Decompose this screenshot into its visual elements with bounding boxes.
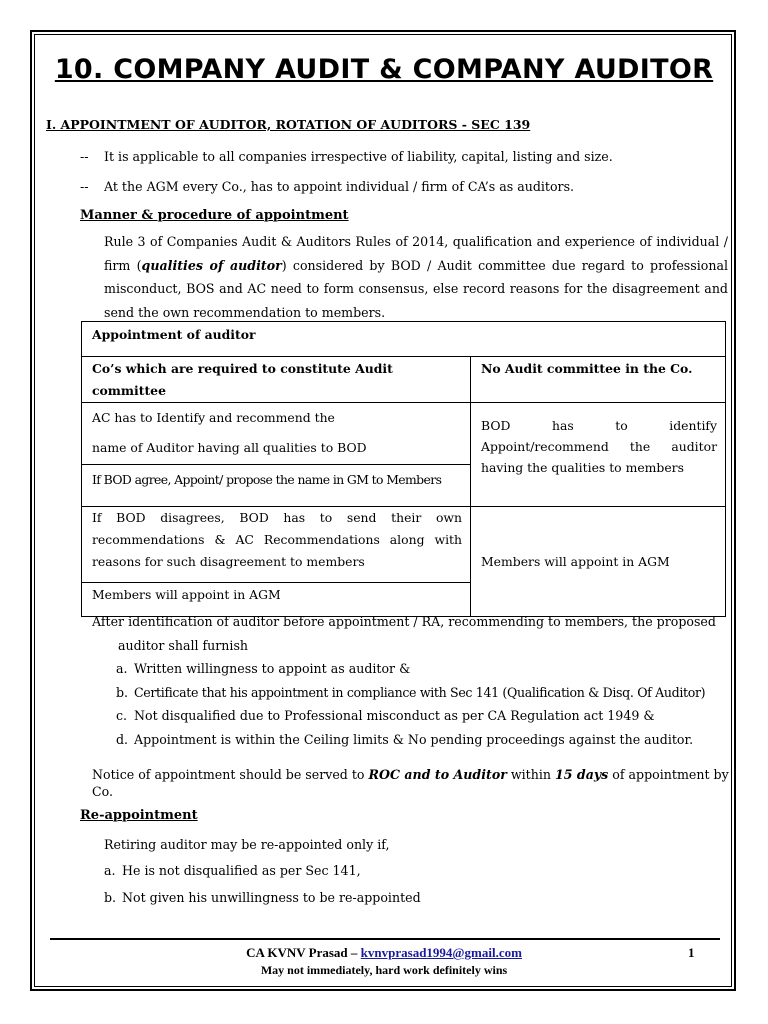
manner-paragraph [104, 230, 728, 324]
after-text: After identification of auditor before appointment / RA, recommending to members, the proposed [92, 614, 716, 629]
list-item: He is not disqualified as per Sec 141, [122, 863, 361, 878]
table-cell: BOD has to identify Appoint/recommend the auditor having the qualities to members [471, 403, 726, 507]
notice-e: of appointment by [608, 767, 729, 782]
table-header-left: Co’s which are required to constitute Audit committee [82, 357, 471, 403]
notice-c: within [506, 767, 555, 782]
page-number: 1 [688, 945, 695, 960]
bullet-dash: -- [80, 179, 89, 194]
list-label: a. [104, 863, 116, 878]
table-cell-line: AC has to Identify and recommend the [92, 410, 335, 425]
table-cell: Members will appoint in AGM [82, 583, 471, 617]
notice-d: 15 days [554, 767, 609, 782]
notice-text-line2: Co. [92, 784, 113, 799]
notice-text [92, 766, 729, 784]
table-cell: If BOD disagrees, BOD has to send their own recommendations & AC Recommendations along with reasons for such disagreement to members [82, 507, 471, 583]
list-label: b. [104, 890, 117, 905]
list-item: Appointment is within the Ceiling limits & No pending proceedings against the auditor. [134, 732, 694, 747]
notice-b: ROC and to Auditor [368, 767, 507, 782]
table-cell: Members will appoint in AGM [471, 507, 726, 617]
list-item: Not disqualified due to Professional misconduct as per CA Regulation act 1949 & [134, 708, 655, 723]
list-item: Written willingness to appoint as auditor & [134, 661, 411, 676]
list-label: c. [116, 708, 128, 723]
manner-text-a: Rule 3 of Companies Audit & Auditors Rules of 2014, qualification and experience of individual / firm ( [104, 234, 728, 273]
footer-author [0, 945, 768, 961]
footer-email-link[interactable]: kvnvprasad1994@gmail.com [360, 945, 522, 960]
bullet-text: At the AGM every Co., has to appoint individual / firm of CA’s as auditors. [104, 179, 575, 194]
footer-motto: May not immediately, hard work definitely wins [260, 963, 508, 977]
table-title: Appointment of auditor [82, 322, 726, 357]
list-label: d. [116, 732, 129, 747]
reappointment-heading: Re-appointment [80, 808, 198, 823]
manner-text-emphasis: qualities of auditor [141, 257, 282, 273]
manner-heading: Manner & procedure of appointment [80, 208, 349, 223]
bullet-dash: -- [80, 149, 89, 164]
manner-text-c: ) considered by BOD / Audit committee due regard to professional misconduct, BOS and AC need to form consensus, else record reasons for the disagreement and send the own recommendation to members. [104, 257, 728, 320]
list-item: Certificate that his appointment in compliance with Sec 141 (Qualification & Disq. Of Auditor) [134, 685, 706, 700]
bullet-text: It is applicable to all companies irrespective of liability, capital, listing and size. [104, 149, 613, 164]
notice-a: Notice of appointment should be served to [92, 767, 369, 782]
list-label: a. [116, 661, 128, 676]
table-cell-line: name of Auditor having all qualities to BOD [92, 440, 367, 455]
footer-divider [50, 938, 720, 940]
table-header-right: No Audit committee in the Co. [471, 357, 726, 403]
table-cell [82, 403, 471, 465]
reappointment-intro: Retiring auditor may be re-appointed only if, [104, 837, 390, 852]
list-label: b. [116, 685, 129, 700]
after-text: auditor shall furnish [118, 638, 249, 653]
table-cell: If BOD agree, Appoint/ propose the name in GM to Members [82, 465, 471, 507]
section-heading: I. APPOINTMENT OF AUDITOR, ROTATION OF AUDITORS - SEC 139 [46, 117, 531, 132]
appointment-table [81, 321, 726, 617]
list-item: Not given his unwillingness to be re-appointed [122, 890, 421, 905]
footer-author-name: CA KVNV Prasad – [246, 945, 361, 960]
page-title: 10. COMPANY AUDIT & COMPANY AUDITOR [54, 54, 714, 85]
